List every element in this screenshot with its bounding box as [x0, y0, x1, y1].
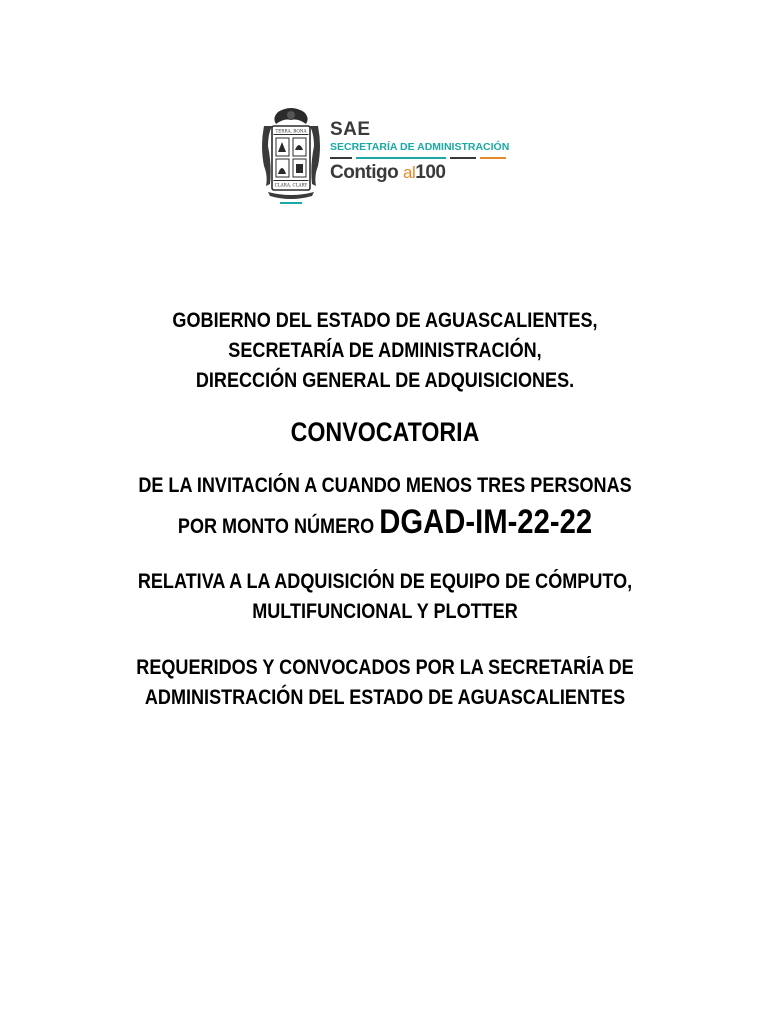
- logo-slogan-100: 100: [415, 162, 446, 183]
- document-title: CONVOCATORIA: [290, 417, 480, 447]
- relativa-line-2: MULTIFUNCIONAL Y PLOTTER: [252, 600, 518, 623]
- logo-wordmark: [330, 120, 520, 184]
- monto-prefix: POR MONTO NÚMERO: [177, 515, 375, 538]
- requeridos-line-1: REQUERIDOS Y CONVOCADOS POR LA SECRETARÍA DE: [136, 656, 634, 679]
- invitacion-line: DE LA INVITACIÓN A CUANDO MENOS TRES PERSONAS: [138, 474, 632, 497]
- seal-motto-top: TERRA, BONA: [275, 128, 307, 134]
- logo-divider: [330, 157, 520, 160]
- logo-sae: SAE: [330, 119, 371, 140]
- aguascalientes-coat-of-arms-icon: [258, 106, 324, 206]
- header-block: [54, 306, 716, 396]
- logo-slogan: [330, 162, 520, 184]
- header-line-1: GOBIERNO DEL ESTADO DE AGUASCALIENTES,: [172, 309, 598, 332]
- header-line-2: SECRETARÍA DE ADMINISTRACIÓN,: [228, 339, 542, 362]
- header-line-3: DIRECCIÓN GENERAL DE ADQUISICIONES.: [195, 369, 575, 392]
- sae-logo: [258, 106, 518, 210]
- document-body: [0, 306, 770, 713]
- relativa-line-1: RELATIVA A LA ADQUISICIÓN DE EQUIPO DE CÓMPUTO,: [137, 570, 633, 593]
- logo-slogan-al: al: [403, 163, 416, 182]
- relativa-block: [54, 567, 716, 627]
- requeridos-line-2: ADMINISTRACIÓN DEL ESTADO DE AGUASCALIENTES: [144, 686, 626, 709]
- requeridos-block: [54, 653, 716, 713]
- monto-line: [54, 502, 716, 547]
- monto-numero: DGAD-IM-22-22: [379, 503, 593, 541]
- seal-motto-bottom: CLARA, CLARY: [274, 182, 308, 188]
- logo-secretaria: SECRETARÍA DE ADMINISTRACIÓN: [330, 141, 510, 153]
- logo-slogan-contigo: Contigo: [330, 162, 399, 183]
